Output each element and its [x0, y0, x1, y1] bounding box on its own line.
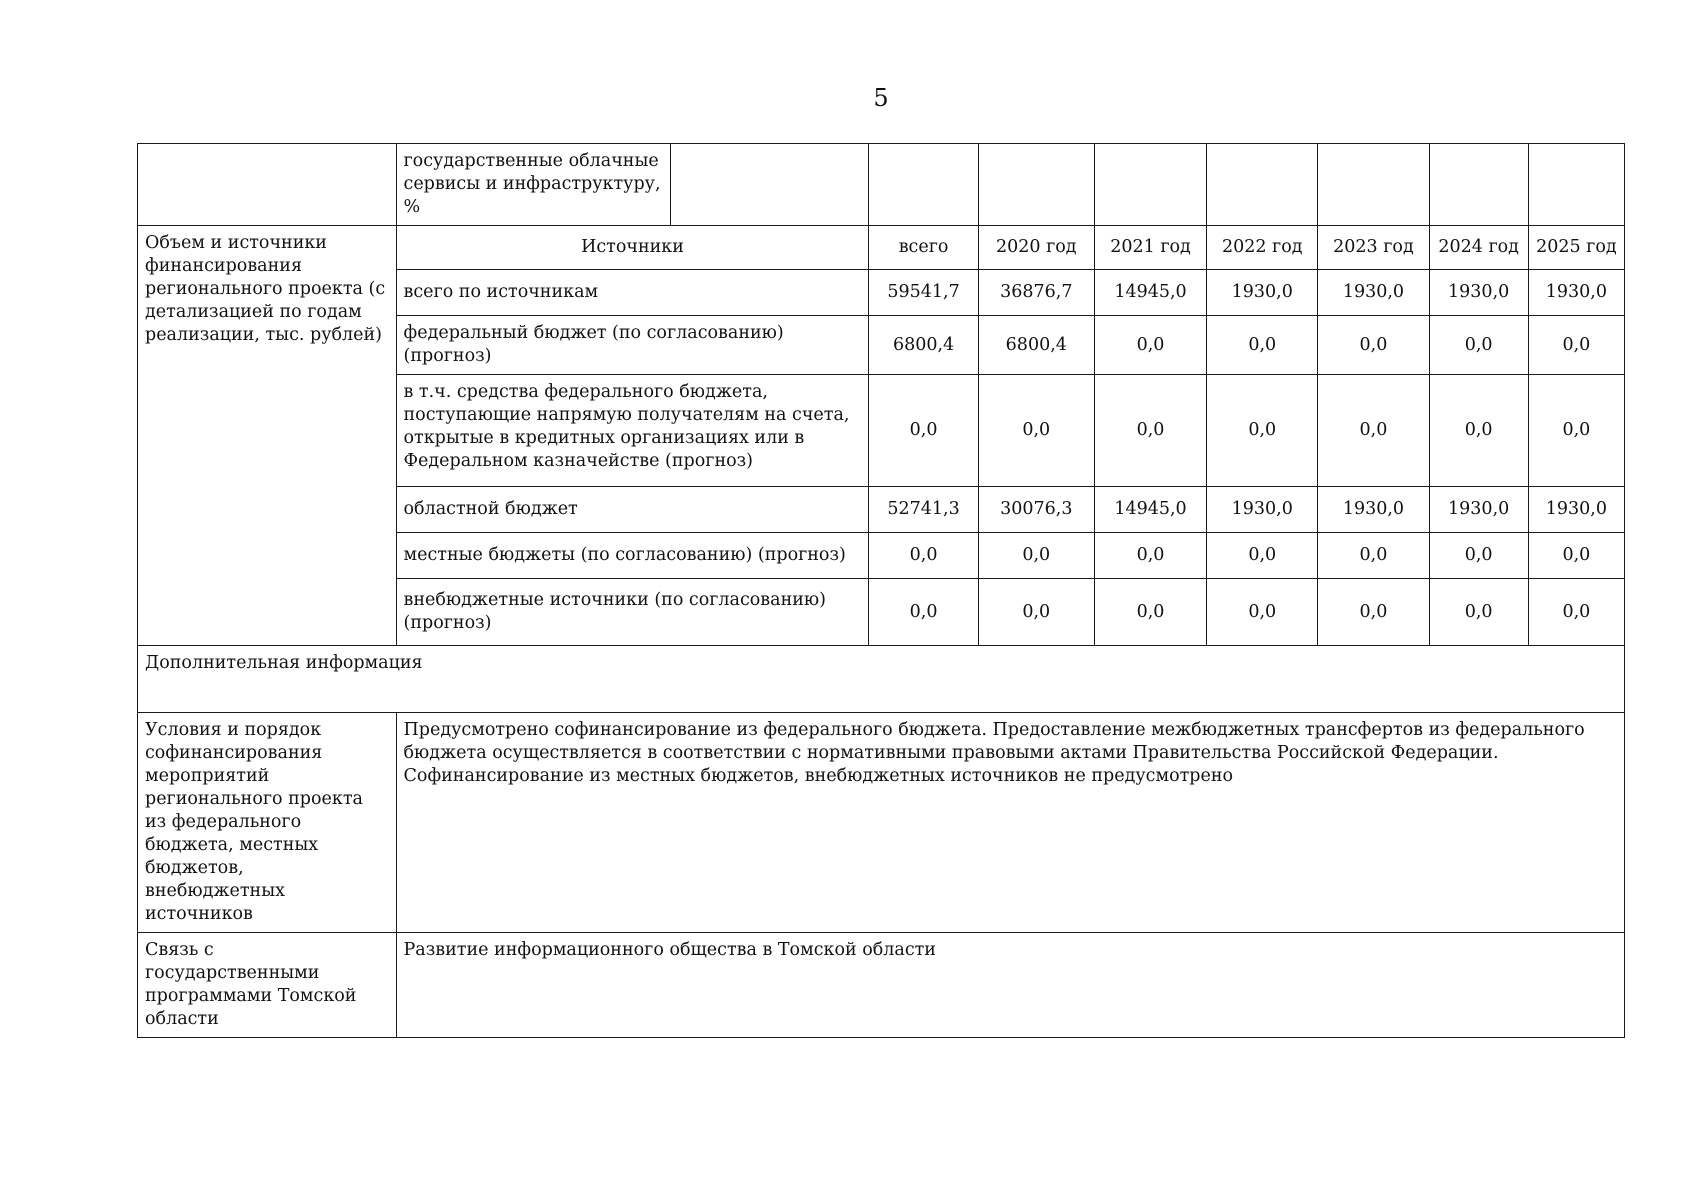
year-value: 1930,0: [1429, 270, 1528, 316]
year-value: 0,0: [1528, 316, 1624, 375]
year-value: 0,0: [1318, 316, 1429, 375]
year-value: 1930,0: [1207, 487, 1318, 533]
year-value: 0,0: [1429, 375, 1528, 487]
year-header: 2023 год: [1318, 226, 1429, 270]
total-value: 0,0: [869, 533, 978, 579]
year-value: 1930,0: [1528, 487, 1624, 533]
year-value: 30076,3: [978, 487, 1094, 533]
total-header: всего: [869, 226, 978, 270]
year-value: 0,0: [1094, 579, 1206, 646]
year-value: 0,0: [978, 533, 1094, 579]
year-value: 0,0: [1318, 533, 1429, 579]
total-value: 59541,7: [869, 270, 978, 316]
source-label: федеральный бюджет (по согласованию) (прогноз): [396, 316, 869, 375]
year-header: 2022 год: [1207, 226, 1318, 270]
indicator-empty-value: [978, 144, 1094, 226]
additional-info-label: Дополнительная информация: [138, 646, 1625, 713]
total-value: 52741,3: [869, 487, 978, 533]
page-number: 5: [873, 84, 889, 112]
indicator-empty-value: [1318, 144, 1429, 226]
total-value: 0,0: [869, 375, 978, 487]
indicator-empty-value: [671, 144, 869, 226]
year-value: 0,0: [1094, 316, 1206, 375]
year-value: 0,0: [1429, 316, 1528, 375]
year-value: 1930,0: [1318, 270, 1429, 316]
year-value: 0,0: [1429, 579, 1528, 646]
year-value: 0,0: [1429, 533, 1528, 579]
year-value: 0,0: [1207, 533, 1318, 579]
year-value: 0,0: [978, 579, 1094, 646]
year-value: 14945,0: [1094, 487, 1206, 533]
year-header: 2020 год: [978, 226, 1094, 270]
conditions-text: [396, 713, 1624, 933]
indicator-empty-value: [869, 144, 978, 226]
indicator-empty-value: [1094, 144, 1206, 226]
additional-info-row: [138, 646, 1625, 713]
year-value: 0,0: [1528, 579, 1624, 646]
total-value: 6800,4: [869, 316, 978, 375]
financing-section-label: Объем и источники финансирования регионального проекта (с детализацией по годам реализации, тыс. рублей): [138, 226, 397, 646]
year-value: 0,0: [1318, 579, 1429, 646]
year-header: 2021 год: [1094, 226, 1206, 270]
indicator-empty-label: [138, 144, 397, 226]
year-value: 1930,0: [1318, 487, 1429, 533]
year-value: 14945,0: [1094, 270, 1206, 316]
conditions-line: Предусмотрено софинансирование из федерального бюджета. Предоставление межбюджетных трансфертов из федерального бюджета осуществляется в соответствии с нормативными правовыми актами Правительства Российской Федерации.: [403, 720, 1585, 763]
year-value: 0,0: [978, 375, 1094, 487]
programs-link-value: Развитие информационного общества в Томской области: [396, 933, 1624, 1038]
year-value: 1930,0: [1528, 270, 1624, 316]
year-value: 0,0: [1207, 316, 1318, 375]
year-value: 1930,0: [1429, 487, 1528, 533]
conditions-label: Условия и порядок софинансирования мероприятий регионального проекта из федерального бюджета, местных бюджетов, внебюджетных источников: [138, 713, 397, 933]
total-value: 0,0: [869, 579, 978, 646]
passport-table: [137, 143, 1625, 1038]
indicator-empty-value: [1429, 144, 1528, 226]
year-value: 0,0: [1094, 375, 1206, 487]
year-header: 2024 год: [1429, 226, 1528, 270]
year-value: 0,0: [1207, 579, 1318, 646]
financing-header-row: [138, 226, 1625, 270]
year-value: 36876,7: [978, 270, 1094, 316]
source-label: местные бюджеты (по согласованию) (прогноз): [396, 533, 869, 579]
year-value: 0,0: [1528, 375, 1624, 487]
source-label: всего по источникам: [396, 270, 869, 316]
programs-link-row: [138, 933, 1625, 1038]
indicator-empty-value: [1207, 144, 1318, 226]
year-value: 0,0: [1318, 375, 1429, 487]
year-header: 2025 год: [1528, 226, 1624, 270]
conditions-row: [138, 713, 1625, 933]
programs-link-label: Связь с государственными программами Томской области: [138, 933, 397, 1038]
source-label: внебюджетные источники (по согласованию) (прогноз): [396, 579, 869, 646]
source-label: в т.ч. средства федерального бюджета, поступающие напрямую получателям на счета, открытые в кредитных организациях или в Федеральном казначействе (прогноз): [396, 375, 869, 487]
sources-header: Источники: [396, 226, 869, 270]
indicator-row: [138, 144, 1625, 226]
year-value: 0,0: [1207, 375, 1318, 487]
year-value: 6800,4: [978, 316, 1094, 375]
year-value: 0,0: [1094, 533, 1206, 579]
conditions-line: Софинансирование из местных бюджетов, внебюджетных источников не предусмотрено: [403, 766, 1234, 786]
indicator-label: государственные облачные сервисы и инфраструктуру, %: [396, 144, 671, 226]
source-label: областной бюджет: [396, 487, 869, 533]
indicator-empty-value: [1528, 144, 1624, 226]
year-value: 0,0: [1528, 533, 1624, 579]
year-value: 1930,0: [1207, 270, 1318, 316]
